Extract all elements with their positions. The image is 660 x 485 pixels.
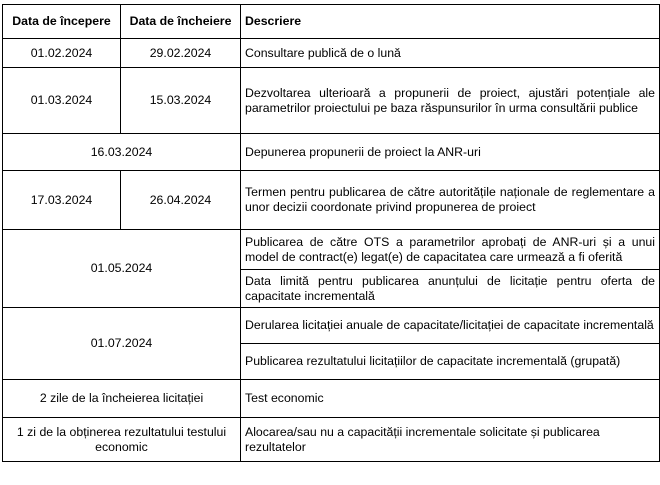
timeline-table: [2, 4, 660, 462]
header-end-date: Data de încheiere: [121, 5, 241, 39]
description-cell: Consultare publică de o lună: [241, 39, 660, 68]
description-cell: Derularea licitației anuale de capacitate/licitației de capacitate incrementală: [241, 308, 660, 344]
start-date-cell: 01.02.2024: [3, 39, 121, 68]
end-date-cell: 15.03.2024: [121, 68, 241, 134]
date-cell: 01.05.2024: [3, 230, 241, 308]
start-date-cell: 17.03.2024: [3, 171, 121, 230]
description-cell: Test economic: [241, 380, 660, 418]
description-cell: Data limită pentru publicarea anunțului de licitație pentru oferta de capacitate incrementală: [241, 270, 660, 308]
date-cell: 2 zile de la încheierea licitației: [3, 380, 241, 418]
end-date-cell: 26.04.2024: [121, 171, 241, 230]
table-row: [3, 39, 660, 68]
date-cell: 1 zi de la obținerea rezultatului testului economic: [3, 418, 241, 462]
date-cell: 01.07.2024: [3, 308, 241, 380]
table-row: [3, 418, 660, 462]
table-row: [3, 171, 660, 230]
description-cell: Termen pentru publicarea de către autoritățile naționale de reglementare a unor decizii coordonate privind propunerea de proiect: [241, 171, 660, 230]
table-row: [3, 134, 660, 171]
description-cell: Alocarea/sau nu a capacității incrementale solicitate și publicarea rezultatelor: [241, 418, 660, 462]
description-cell: Publicarea de către OTS a parametrilor aprobați de ANR-uri și a unui model de contract(e) legat(e) de capacitatea care urmează a fi oferită: [241, 230, 660, 270]
table-row: [3, 308, 660, 344]
description-cell: Publicarea rezultatului licitațiilor de capacitate incrementală (grupată): [241, 344, 660, 380]
start-date-cell: 01.03.2024: [3, 68, 121, 134]
table-row: [3, 230, 660, 270]
header-start-date: Data de începere: [3, 5, 121, 39]
table-row: [3, 68, 660, 134]
table-row: [3, 380, 660, 418]
header-description: Descriere: [241, 5, 660, 39]
description-cell: Dezvoltarea ulterioară a propunerii de proiect, ajustări potențiale ale parametrilor proiectului pe baza răspunsurilor în urma consultării publice: [241, 68, 660, 134]
header-row: [3, 5, 660, 39]
date-cell: 16.03.2024: [3, 134, 241, 171]
description-cell: Depunerea propunerii de proiect la ANR-uri: [241, 134, 660, 171]
end-date-cell: 29.02.2024: [121, 39, 241, 68]
